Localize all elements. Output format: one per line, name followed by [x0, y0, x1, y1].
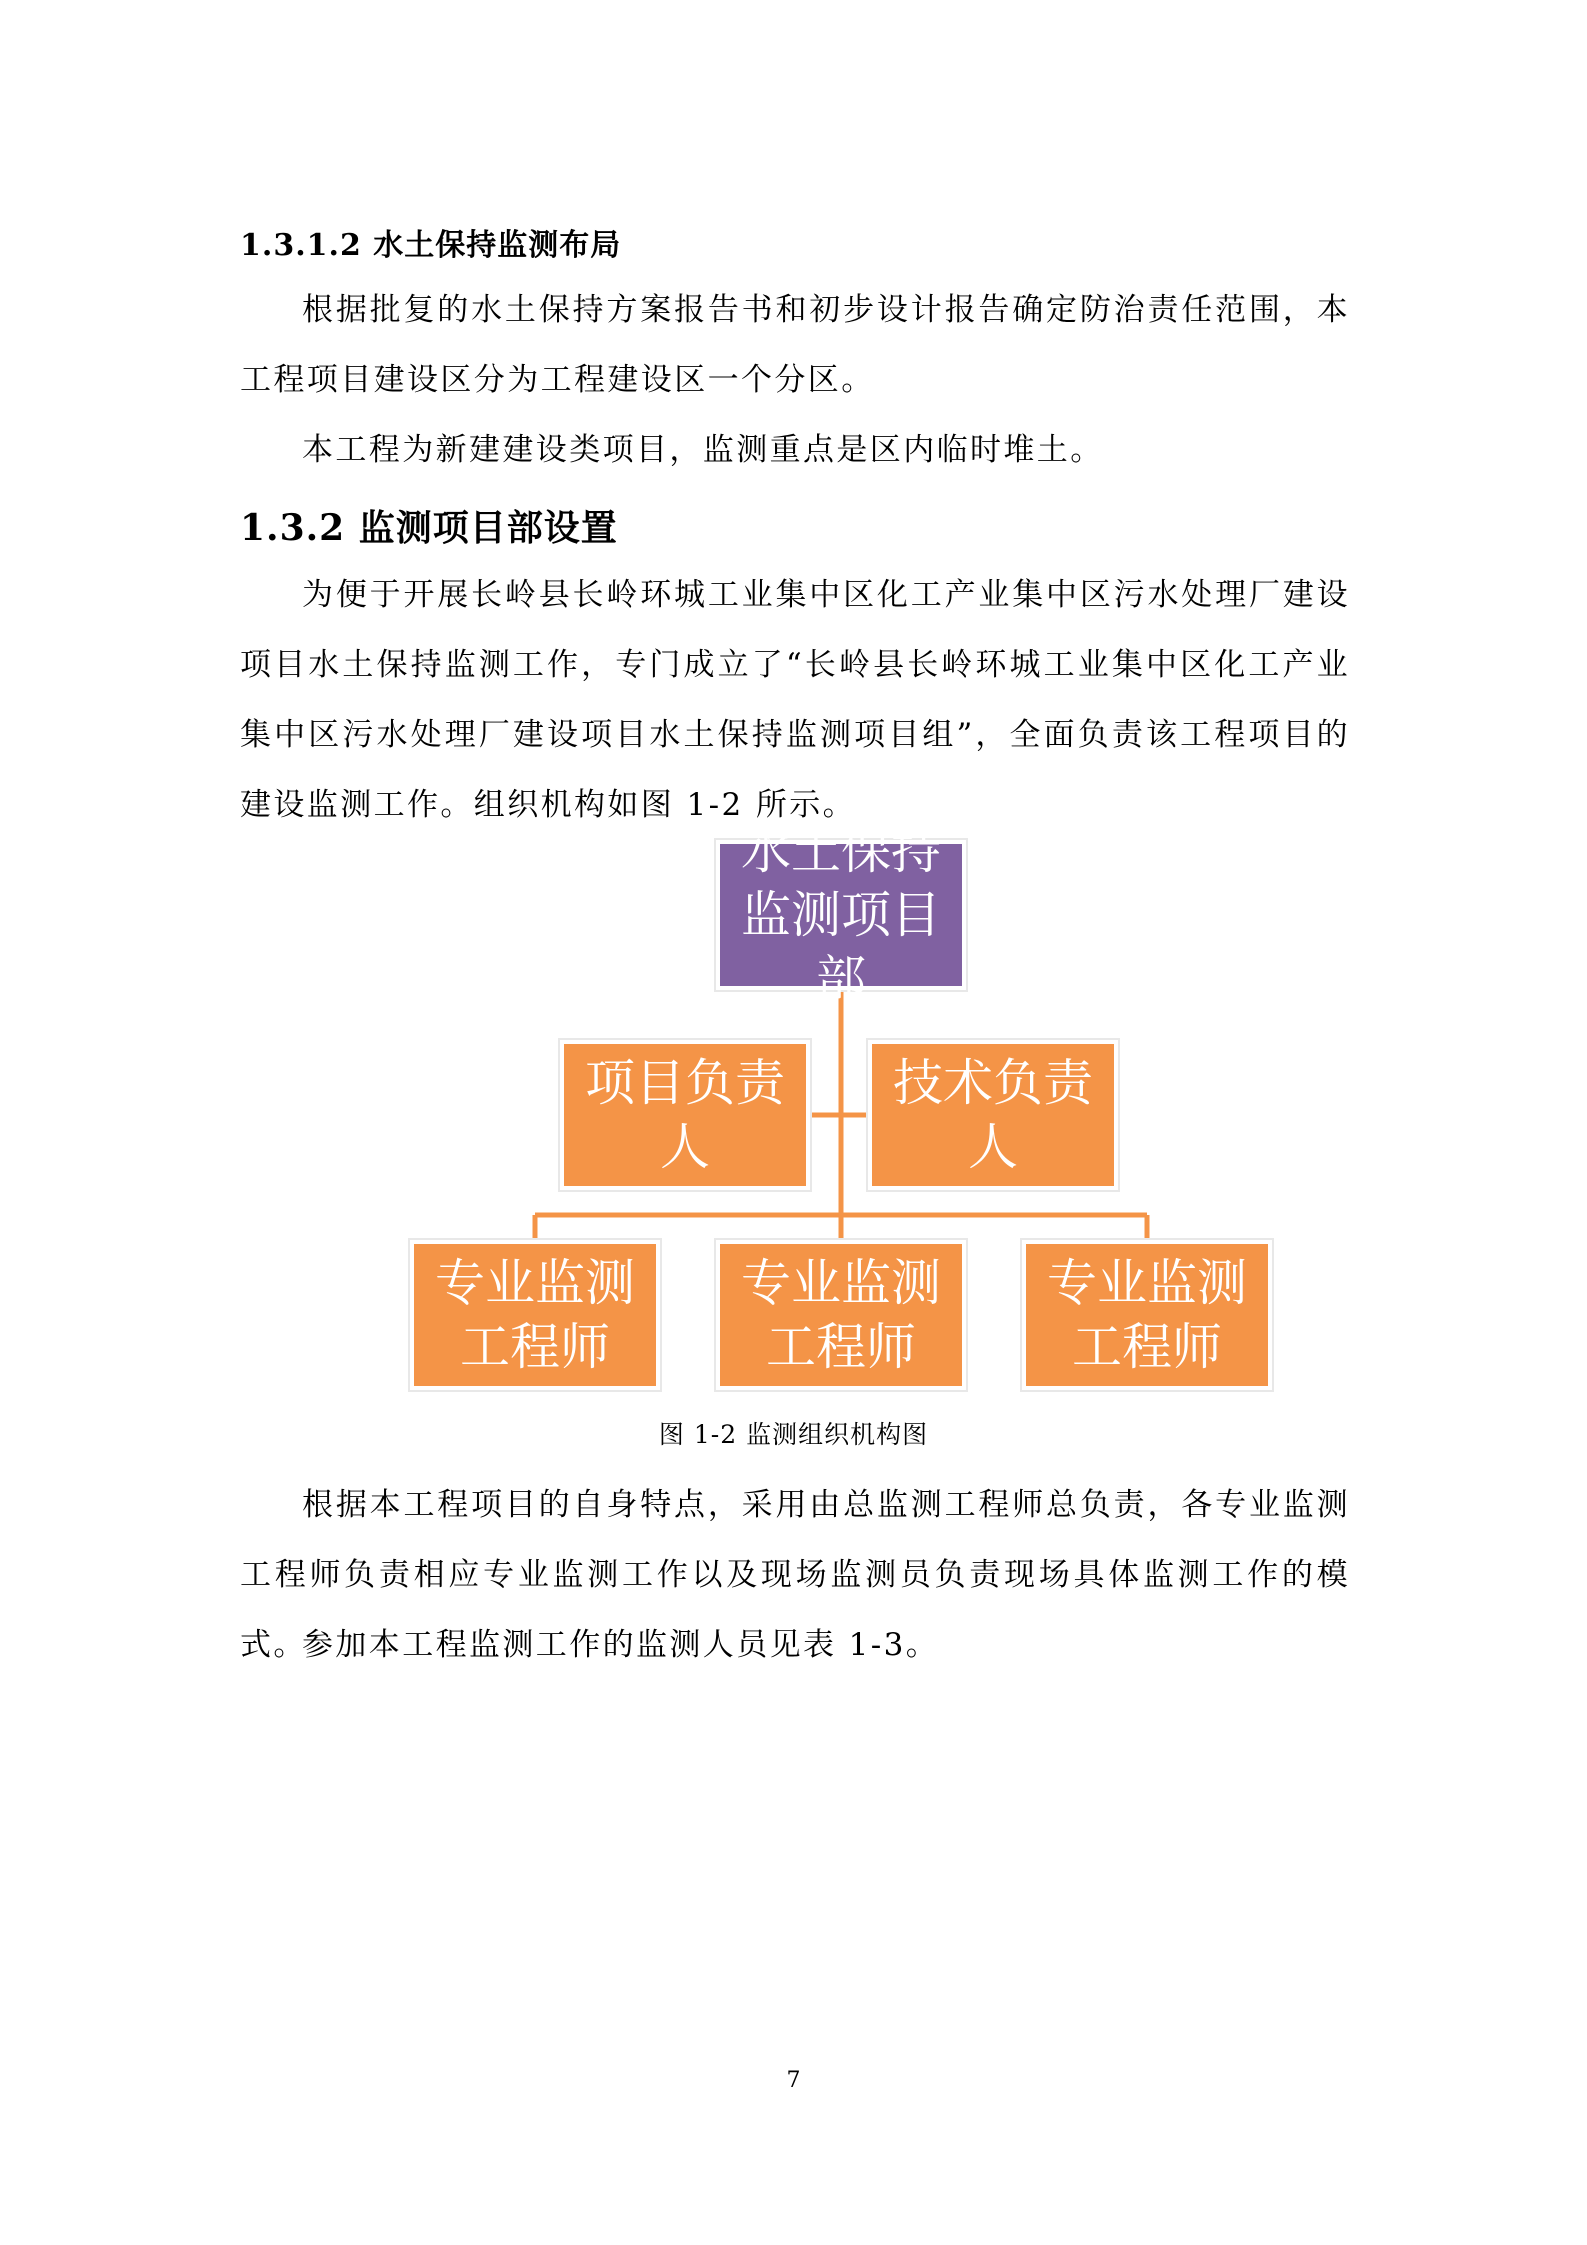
paragraph-project-team: 为便于开展长岭县长岭环城工业集中区化工产业集中区污水处理厂建设项目水土保持监测工作，专门成立了“长岭县长岭环城工业集中区化工产业集中区污水处理厂建设项目水土保持监测项目组”，全面负责该工程项目的建设监测工作。组织机构如图 1-2 所示。	[240, 577, 1350, 823]
org-chart	[400, 822, 1280, 1400]
org-box-engineer-1: 专业监测工程师	[410, 1240, 660, 1390]
paragraph-defense-scope: 根据批复的水土保持方案报告书和初步设计报告确定防治责任范围，本工程项目建设区分为工程建设区一个分区。	[240, 292, 1350, 398]
org-box-engineer-2: 专业监测工程师	[716, 1240, 966, 1390]
paragraph-staff-table-ref: 参加本工程监测工作的监测人员见表 1-3。	[302, 1627, 940, 1663]
section-heading-1312: 1.3.1.2 水土保持监测布局	[240, 228, 622, 263]
org-box-technical-lead: 技术负责人	[868, 1040, 1118, 1190]
paragraph-monitoring-focus: 本工程为新建建设类项目，监测重点是区内临时堆土。	[302, 432, 1104, 468]
org-box-engineer-3: 专业监测工程师	[1022, 1240, 1272, 1390]
org-box-monitoring-dept: 水土保持监测项目部	[716, 840, 966, 990]
org-box-project-lead: 项目负责人	[560, 1040, 810, 1190]
paragraph-responsibility-mode: 根据本工程项目的自身特点，采用由总监测工程师总负责，各专业监测工程师负责相应专业监测工作以及现场监测员负责现场具体监测工作的模式。	[240, 1487, 1350, 1663]
section-heading-132: 1.3.2 监测项目部设置	[240, 507, 618, 549]
figure-caption: 图 1-2 监测组织机构图	[658, 1420, 929, 1449]
page-number: 7	[786, 2068, 801, 2093]
